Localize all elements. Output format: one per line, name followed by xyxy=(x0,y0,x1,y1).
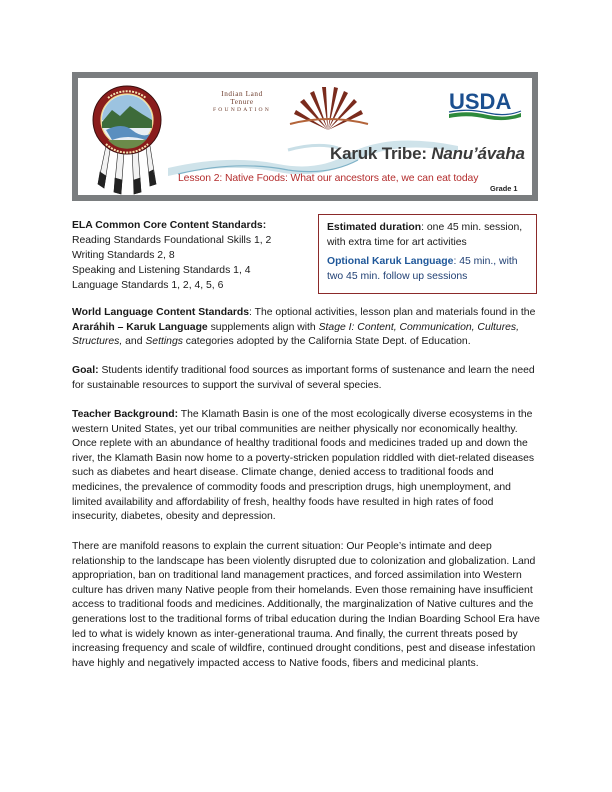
optional-text: : 45 min., with two 45 min. follow up sessions xyxy=(327,256,518,282)
world-language-text: categories adopted by the California State Dept. of Education. xyxy=(182,336,471,348)
manifold-reasons-paragraph: There are manifold reasons to explain the current situation: Our People’s intimate and deep relationship to the landscape has been violently disrupted due to colonization and globalization. Land appropriation, ban on traditional land management practices, and forced assimilation into Western culture has driven many Native people from their homelands. Even those remaining have insufficient access to traditional foods and medicines. Additionally, the marginalization of Native cultures and the generations lost to the traditional forms of tribal education during the Indian Boarding School Era have led to what is widely known as inter-generational trauma. And finally, the current threats posed by increasing frequency and scale of wildfire, continued drought conditions, pest and disease infestation have highly and negatively impacted access to Native foods, fibers and medicinal plants. xyxy=(72,541,540,669)
teacher-background-label: Teacher Background: xyxy=(72,409,179,420)
ela-standards xyxy=(72,218,307,293)
karuk-language-name: Araráhih – Karuk Language xyxy=(72,321,208,333)
banner-inner xyxy=(78,78,532,195)
world-language-text: and xyxy=(122,336,146,348)
teacher-background-text: The Klamath Basin is one of the most ecologically diverse ecosystems in the western United States, yet our tribal communities are neither physically nor economically healthy. Once replete with an abundance of healthy traditional foods and medicines traded up and down the river, the Klamath Basin now home to a poverty-stricken population riddled with diet-related diseases such as diabetes and heart disease. Climate change, denied access to traditional foods and medicines, the prevalence of commodity foods and prescription drugs, high unemployment, and limited availability and affordability of fresh, healthy foods have resulted in high rates of food insecurity, diabetes, obesity and depression. xyxy=(72,409,535,523)
grade-label: Grade 1 xyxy=(490,184,518,193)
world-language-text: supplements align with xyxy=(207,321,319,333)
usda-text: USDA xyxy=(449,89,512,114)
world-language-text: : The optional activities, lesson plan and materials found in the xyxy=(249,307,536,318)
ilt-name-line1: Indian Land Tenure xyxy=(221,90,263,106)
duration-box xyxy=(318,214,537,294)
lesson-title xyxy=(330,144,525,164)
goal-label: Goal: xyxy=(72,365,99,376)
estimated-duration xyxy=(327,221,528,250)
title-main: Karuk Tribe: xyxy=(330,144,432,163)
title-italic: Nanu’ávaha xyxy=(431,144,525,163)
ela-standards-heading: ELA Common Core Content Standards: xyxy=(72,220,267,231)
optional-language xyxy=(327,255,528,284)
world-language-label: World Language Content Standards xyxy=(72,307,250,318)
optional-label: Optional Karuk Language xyxy=(327,256,454,268)
stage-categories: Stage I: Content, Communication, Cultures, Structures, xyxy=(72,321,520,348)
standards-line: Writing Standards 2, 8 xyxy=(72,250,175,262)
standards-line: Speaking and Listening Standards 1, 4 xyxy=(72,265,251,277)
world-language-paragraph xyxy=(72,306,542,350)
duration-text: : one 45 min. session, with extra time for art activities xyxy=(327,222,523,248)
header-banner xyxy=(72,72,538,201)
lesson-subtitle: Lesson 2: Native Foods: What our ancestors ate, we can eat today xyxy=(178,173,479,184)
karuk-seal-icon xyxy=(88,84,166,195)
duration-label: Estimated duration xyxy=(327,222,422,233)
settings-category: Settings xyxy=(145,336,183,348)
ilt-foundation-logo xyxy=(210,90,274,114)
goal-paragraph xyxy=(72,364,542,393)
usda-logo-icon xyxy=(448,88,522,122)
goal-text: Students identify traditional food sources as important forms of sustenance and learn the need for sustainable resources to support the survival of several species. xyxy=(72,365,535,391)
ilt-name-line2: FOUNDATION xyxy=(212,107,272,113)
standards-line: Language Standards 1, 2, 4, 5, 6 xyxy=(72,280,224,292)
standards-line: Reading Standards Foundational Skills 1, 2 xyxy=(72,235,272,247)
teacher-background-paragraph xyxy=(72,408,542,525)
